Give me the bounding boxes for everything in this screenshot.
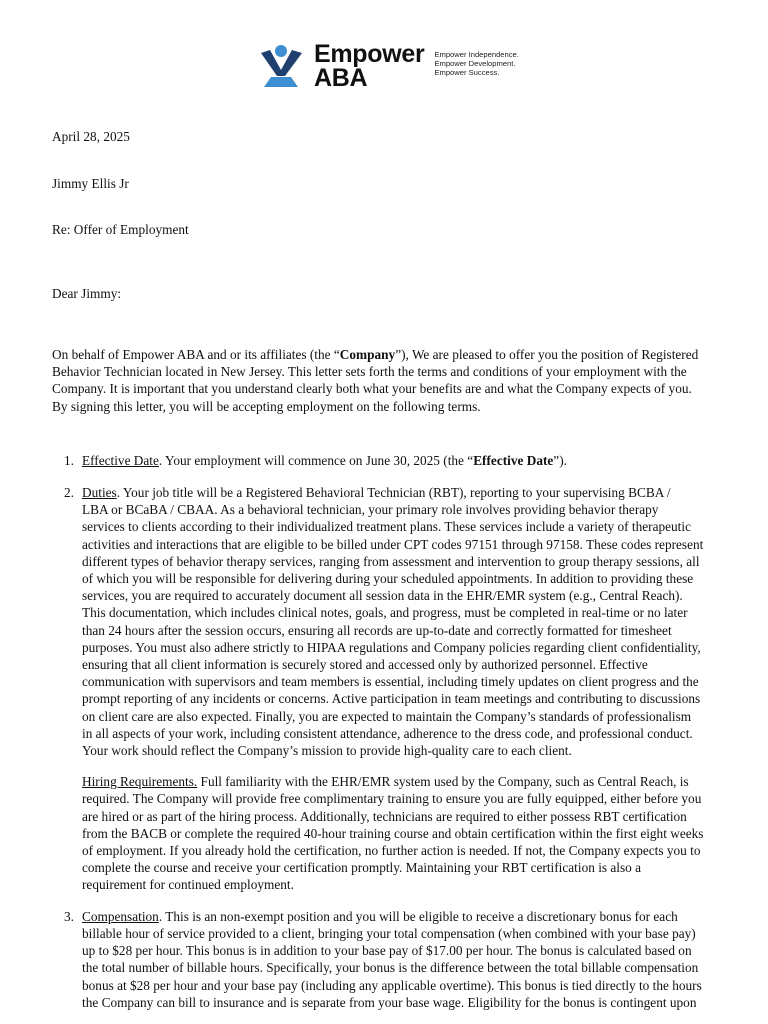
logo-name-line2: ABA — [314, 64, 368, 92]
text-line — [82, 773, 732, 790]
text-line: By signing this letter, you will be accepting employment on the following terms. — [52, 398, 481, 414]
text-line: from the BACB or complete the required 40-hour training course and obtain certification within the first eight weeks — [82, 825, 704, 841]
company-logo — [258, 42, 519, 90]
text-line: bonus at $28 per hour and your base pay (including any applicable overtime). This bonus is tied directly to the hours — [82, 977, 702, 993]
text-segment: . Your employment will commence on June 30, 2025 (the “ — [158, 452, 474, 468]
section-heading: Duties — [82, 485, 117, 501]
text-line: Your work should reflect the Company’s mission to provide high-quality care to each client. — [82, 743, 572, 759]
recipient-name: Jimmy Ellis Jr — [52, 176, 129, 191]
letter-date: April 28, 2025 — [52, 129, 130, 144]
text-line: ensuring that all client information is securely stored and accessed only by authorized personnel. Effective — [82, 657, 648, 673]
text-line: up to $28 per hour. This bonus is in addition to your base pay of $17.00 per hour. The bonus is calculated based on — [82, 943, 692, 959]
text-line: activities and interactions that are eligible to be billed under CPT codes 97151 through 97158. These codes represent — [82, 536, 704, 552]
tagline-line: Empower Development. — [434, 58, 516, 68]
list-number: 1. — [64, 452, 74, 468]
text-line: in all aspects of your work, including consistent attendance, adherence to the dress code, and professional conduct. — [82, 725, 693, 741]
letter-body — [52, 346, 732, 1011]
subject-line: Re: Offer of Employment — [52, 222, 189, 237]
text-segment: On behalf of Empower ABA and or its affiliates (the “ — [52, 347, 340, 362]
empower-logo-icon — [258, 44, 306, 88]
section-heading: Compensation — [82, 908, 159, 924]
text-segment: ”). — [553, 452, 567, 468]
list-number: 2. — [64, 485, 74, 501]
tagline-line: Empower Success. — [434, 67, 500, 77]
text-line: of employment. If you already hold the certification, no further action is needed. If not, the Company expects you to — [82, 843, 701, 859]
text-line — [82, 908, 732, 925]
text-line — [82, 452, 732, 469]
text-line: This documentation, which includes clinical notes, goals, and progress, must be completed in real-time or no later — [82, 605, 688, 621]
text-segment: . Your job title will be a Registered Behavioral Technician (RBT), reporting to your supervising BCBA / — [116, 485, 671, 501]
list-number: 3. — [64, 908, 74, 924]
text-line: complete the course and receive your certification promptly. Maintaining your RBT certification is also a — [82, 860, 642, 876]
logo-name-line1: Empower — [314, 40, 425, 68]
text-segment: ”), We are pleased to offer you the position of Registered — [395, 347, 699, 362]
text-line: services, you are required to accurately document all session data in the EHR/EMR system (e.g., Central Reach). — [82, 588, 683, 604]
tagline-line: Empower Independence. — [434, 49, 519, 59]
text-line: on client care are also expected. Finally, you are expected to maintain the Company’s standards of professionalism — [82, 708, 692, 724]
text-line: prompt reporting of any incidents or concerns. Active participation in team meetings and contributing to discussions — [82, 691, 701, 707]
list-item — [52, 908, 732, 1011]
terms-list — [52, 452, 732, 1011]
list-item — [52, 773, 732, 893]
text-line: Behavior Technician located in New Jersey. This letter sets forth the terms and conditions of your employment with the — [52, 364, 687, 380]
logo-tagline — [434, 50, 518, 77]
text-line: Company. It is important that you understand clearly both what your benefits are and what the Company expects of you. — [52, 381, 692, 397]
text-line: are hired or as part of the hiring process. Additionally, technicians are required to either possess RBT certification — [82, 808, 687, 824]
defined-term: Company — [339, 347, 396, 362]
list-item — [52, 484, 732, 759]
section-heading: Effective Date — [82, 452, 159, 468]
text-line — [52, 346, 732, 363]
text-line: communication with supervisors and team members is essential, including timely updates on client progress and the — [82, 674, 699, 690]
text-line: the Company can bill to insurance and is separate from your base wage. Eligibility for the bonus is contingent upon — [82, 994, 697, 1010]
salutation: Dear Jimmy: — [52, 286, 122, 301]
text-line: purposes. You must also adhere strictly to HIPAA regulations and Company policies regarding client confidentiality, — [82, 639, 701, 655]
logo-wordmark — [314, 42, 424, 90]
section-heading: Hiring Requirements. — [82, 774, 198, 790]
text-line: services to clients according to their individualized treatment plans. These services include a variety of therapeutic — [82, 519, 691, 535]
text-line: of which you will be responsible for delivering during your scheduled appointments. In addition to providing these — [82, 571, 694, 587]
list-item — [52, 452, 732, 469]
text-line: billable hour of service provided to a client, bringing your total compensation (when combined with your base pay) — [82, 925, 696, 941]
text-segment: . This is an non-exempt position and you will be eligible to receive a discretionary bonus for each — [158, 908, 678, 924]
text-line: than 24 hours after the session occurs, ensuring all records are up-to-date and correctly formatted for timesheet — [82, 622, 672, 638]
text-line: LBA or BCaBA / CBAA. As a behavioral technician, your primary role involves providing behavior therapy — [82, 502, 659, 518]
text-line: requirement for continued employment. — [82, 877, 294, 893]
text-line: different types of behavior therapy services, ranging from assessment and intervention to group therapy sessions, all — [82, 553, 700, 569]
defined-term: Effective Date — [473, 452, 554, 468]
text-line: the total number of billable hours. Specifically, your bonus is the difference between the total billable compensation — [82, 960, 699, 976]
text-segment: Full familiarity with the EHR/EMR system used by the Company, such as Central Reach, is — [197, 774, 689, 790]
intro-paragraph — [52, 346, 732, 415]
text-line — [82, 484, 732, 501]
text-line: required. The Company will provide free complimentary training to ensure you are fully equipped, either before you — [82, 791, 702, 807]
